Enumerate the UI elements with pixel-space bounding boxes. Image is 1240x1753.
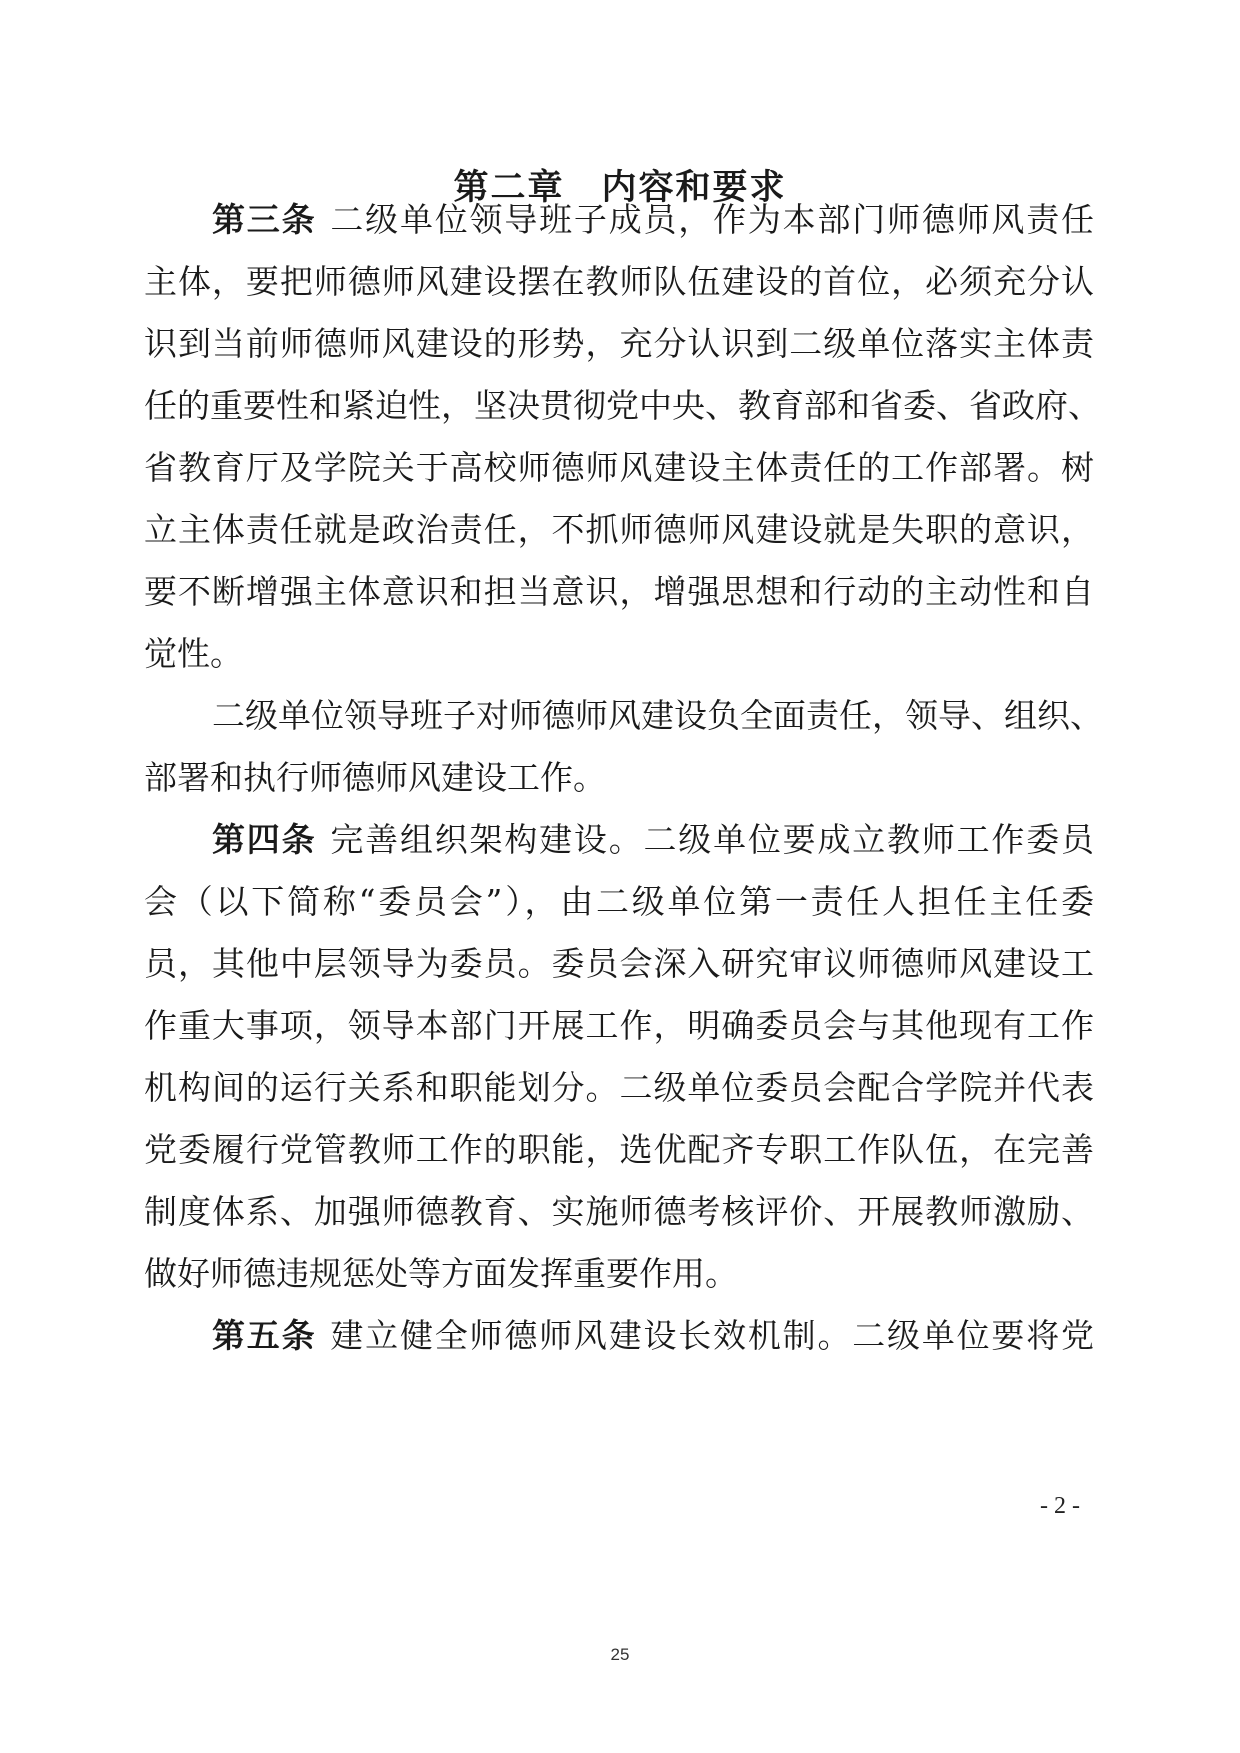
article-4-line-1 bbox=[212, 820, 1094, 860]
article-4-line-6: 党委履行党管教师工作的职能，选优配齐专职工作队伍，在完善 bbox=[144, 1130, 1094, 1169]
chapter-title: 第二章 内容和要求 bbox=[453, 168, 787, 208]
article-4-line-5: 机构间的运行关系和职能划分。二级单位委员会配合学院并代表 bbox=[144, 1068, 1094, 1107]
article-3-line-4: 任的重要性和紧迫性，坚决贯彻党中央、教育部和省委、省政府、 bbox=[144, 386, 1101, 425]
article-3-heading: 第三条 bbox=[212, 200, 317, 239]
article-4-line-7: 制度体系、加强师德教育、实施师德考核评价、开展教师激励、 bbox=[144, 1192, 1094, 1231]
article-4-line-2: 会（以下简称“委员会”），由二级单位第一责任人担任主任委 bbox=[144, 882, 1094, 921]
article-3-text: 二级单位领导班子成员，作为本部门师德师风责任 bbox=[330, 200, 1094, 239]
article-3-line-8: 觉性。 bbox=[144, 634, 243, 673]
article-4-line-3: 员，其他中层领导为委员。委员会深入研究审议师德师风建设工 bbox=[144, 944, 1094, 983]
article-5-text: 建立健全师德师风建设长效机制。二级单位要将党 bbox=[330, 1316, 1094, 1355]
article-3-line-6: 立主体责任就是政治责任，不抓师德师风建设就是失职的意识， bbox=[144, 510, 1094, 549]
article-4-text: 完善组织架构建设。二级单位要成立教师工作委员 bbox=[330, 820, 1094, 859]
article-4-line-8: 做好师德违规惩处等方面发挥重要作用。 bbox=[144, 1254, 738, 1293]
printed-page-marker: - 2 - bbox=[1040, 1493, 1080, 1519]
pdf-page-number: 25 bbox=[610, 1645, 630, 1664]
article-3-line-5: 省教育厅及学院关于高校师德师风建设主体责任的工作部署。树 bbox=[144, 448, 1094, 487]
article-3-line-7: 要不断增强主体意识和担当意识，增强思想和行动的主动性和自 bbox=[144, 572, 1094, 611]
article-3-line-2: 主体，要把师德师风建设摆在教师队伍建设的首位，必须充分认 bbox=[144, 262, 1094, 301]
article-3-line-3: 识到当前师德师风建设的形势，充分认识到二级单位落实主体责 bbox=[144, 324, 1094, 363]
article-3-para-2-line-1: 二级单位领导班子对师德师风建设负全面责任，领导、组织、 bbox=[212, 696, 1103, 735]
article-4-heading: 第四条 bbox=[212, 820, 317, 859]
article-5-line-1 bbox=[212, 1316, 1094, 1356]
article-3-para-2-line-2: 部署和执行师德师风建设工作。 bbox=[144, 758, 606, 797]
article-5-heading: 第五条 bbox=[212, 1316, 317, 1355]
article-3-line-1 bbox=[212, 200, 1094, 240]
article-4-line-4: 作重大事项，领导本部门开展工作，明确委员会与其他现有工作 bbox=[144, 1006, 1094, 1045]
